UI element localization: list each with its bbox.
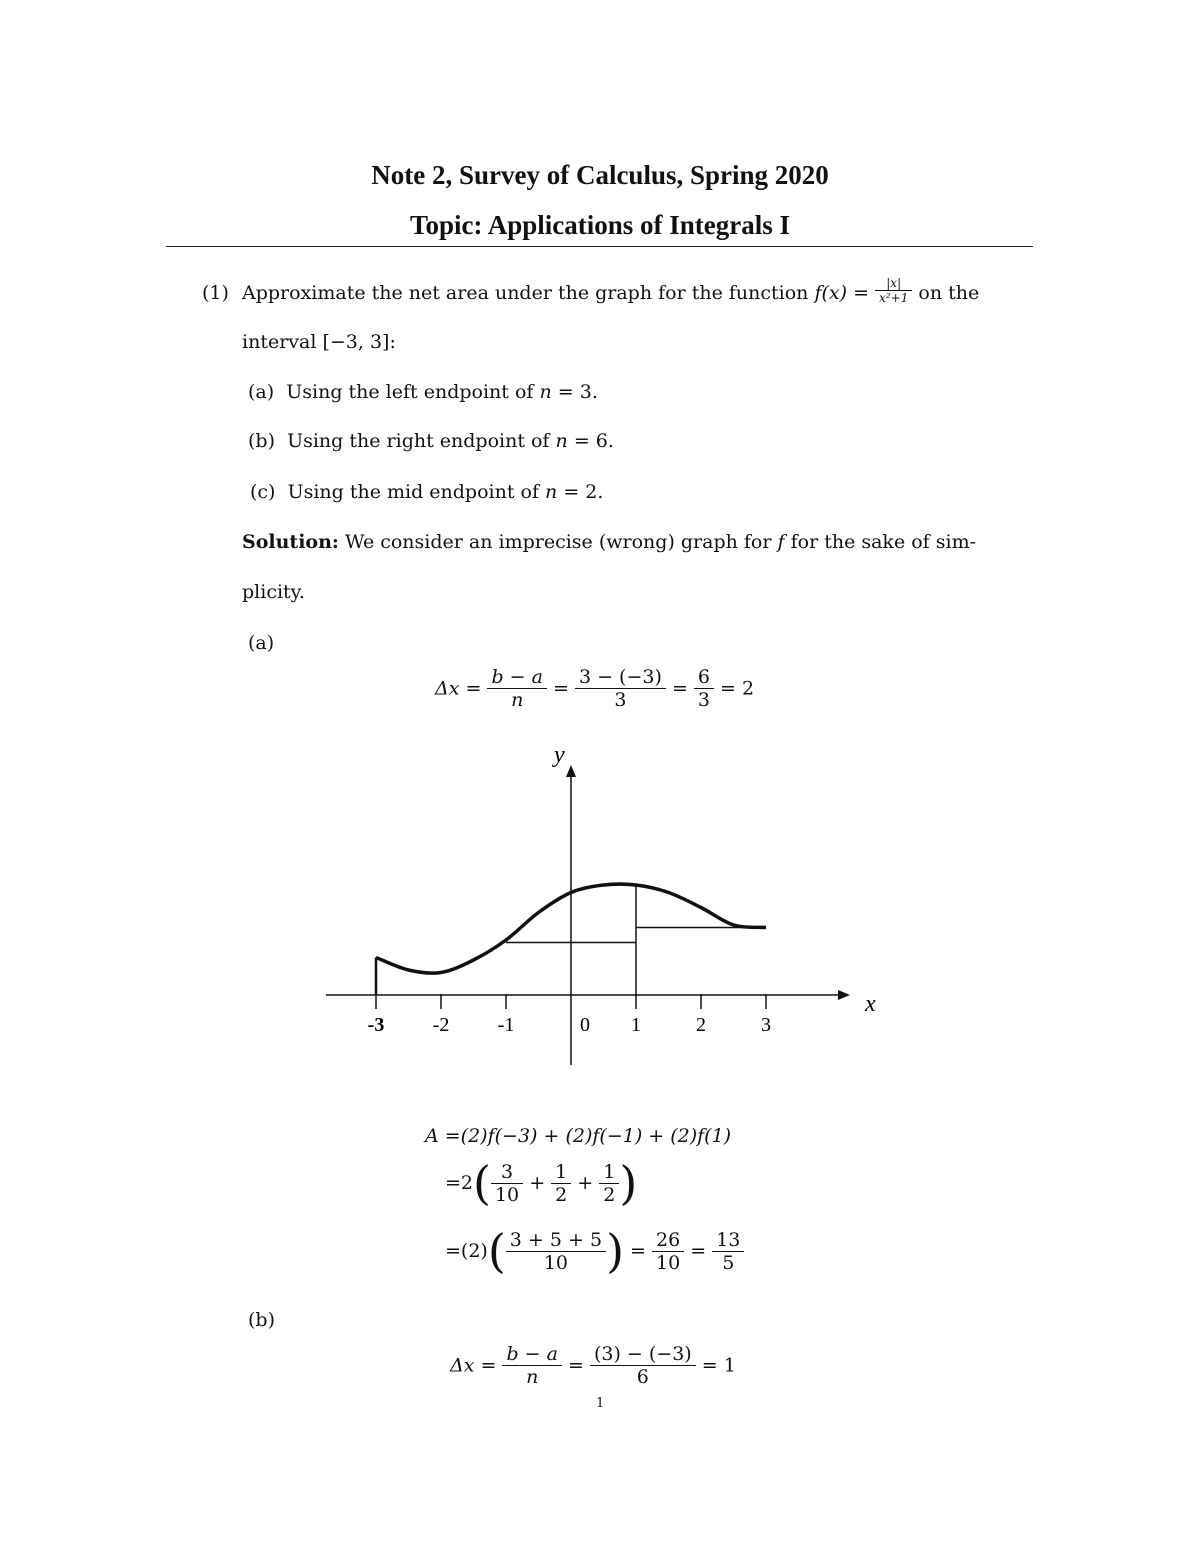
area-a-line-2-prefix: =2 xyxy=(445,1172,474,1194)
delta-x-a: Δx = $\frac{b - a}{n}$ = $\frac{3 - (-3)}{3}$ = $\frac{6}{3}$ = 2 xyxy=(435,666,755,711)
problem-interval: interval [−3, 3]: xyxy=(242,331,396,353)
frac-den: n xyxy=(487,688,547,711)
delta-x-a-result: = 2 xyxy=(720,677,755,700)
solution-text-1: We consider an imprecise (wrong) graph for xyxy=(344,531,772,553)
delta-x-a-lhs: Δx = xyxy=(435,677,482,700)
part-c-text: Using the mid endpoint of xyxy=(287,481,539,503)
frac-num: b − a xyxy=(506,1343,558,1365)
y-axis-arrow xyxy=(566,765,576,777)
delta-x-a-frac-1 xyxy=(487,666,547,711)
area-a-term-3 xyxy=(599,1161,619,1206)
part-a-item xyxy=(248,381,598,403)
x-tick-label: -1 xyxy=(497,1014,515,1036)
frac-den: 2 xyxy=(551,1183,571,1206)
frac-num: 3 − (−3) xyxy=(578,666,662,688)
area-a-term-2 xyxy=(551,1161,571,1206)
function-fraction xyxy=(875,276,912,305)
solution-line-2: plicity. xyxy=(242,581,305,603)
frac-den: n xyxy=(502,1365,562,1388)
frac-den: 10 xyxy=(652,1251,684,1274)
part-b-value: = 6. xyxy=(573,430,614,452)
riemann-graph xyxy=(300,735,900,1075)
delta-x-b-frac-2 xyxy=(590,1343,696,1388)
problem-number: (1) xyxy=(202,282,229,304)
problem-intro-tail: on the xyxy=(918,282,980,304)
x-axis-arrow xyxy=(838,990,850,1000)
solution-line-1 xyxy=(242,531,976,553)
area-a-line-1: A =(2)f(−3) + (2)f(−1) + (2)f(1) xyxy=(425,1125,732,1147)
solution-part-a-label: (a) xyxy=(248,632,275,654)
part-b-text: Using the right endpoint of xyxy=(287,430,550,452)
frac-den: 6 xyxy=(590,1365,696,1388)
x-axis-label: x xyxy=(865,991,876,1017)
solution-part-b-label: (b) xyxy=(248,1309,275,1331)
area-a-line-2: =2( $\frac{3}{10}$ + $\frac{1}{2}$ + $\frac{1}{2}$ ) xyxy=(445,1156,638,1210)
delta-x-b: Δx = $\frac{b - a}{n}$ = $\frac{(3) - (-3)}{6}$ = 1 xyxy=(450,1343,736,1388)
part-a-value: = 3. xyxy=(557,381,598,403)
x-tick-label: -3 xyxy=(367,1014,385,1036)
solution-text-1-tail: for the sake of sim- xyxy=(790,531,977,553)
part-a-label: (a) xyxy=(248,381,275,403)
frac-den: 10 xyxy=(506,1251,606,1274)
function-numerator: |x| xyxy=(886,275,902,290)
x-ticks xyxy=(368,994,771,1036)
area-a-line-3-prefix: =(2) xyxy=(445,1240,488,1262)
part-c-item xyxy=(250,481,603,503)
frac-num: 6 xyxy=(697,666,710,688)
frac-num: 1 xyxy=(555,1160,568,1183)
frac-num: 1 xyxy=(603,1160,616,1183)
frac-num: (3) − (−3) xyxy=(593,1343,692,1365)
x-tick-label: 1 xyxy=(631,1014,641,1036)
frac-num: 26 xyxy=(656,1228,681,1251)
function-denominator: x²+1 xyxy=(875,290,912,305)
y-axis-label: y xyxy=(554,742,565,768)
x-tick-label: -2 xyxy=(432,1014,450,1036)
part-b-var: n xyxy=(555,430,568,452)
delta-x-b-frac-1 xyxy=(502,1343,562,1388)
delta-x-b-lhs: Δx = xyxy=(450,1354,497,1377)
area-a-line-3-frac-2 xyxy=(652,1229,684,1274)
problem-intro-text: Approximate the net area under the graph for the function xyxy=(242,282,809,304)
part-b-label: (b) xyxy=(248,430,275,452)
part-a-text: Using the left endpoint of xyxy=(286,381,534,403)
x-tick-label: 0 xyxy=(580,1014,590,1036)
frac-den: 3 xyxy=(694,688,714,711)
part-c-label: (c) xyxy=(250,481,276,503)
page-title: Note 2, Survey of Calculus, Spring 2020 xyxy=(371,160,829,190)
function-lhs: f(x) = xyxy=(814,282,870,304)
topic-heading: Topic: Applications of Integrals I xyxy=(409,210,791,240)
delta-x-a-frac-3 xyxy=(694,666,714,711)
frac-den: 2 xyxy=(599,1183,619,1206)
area-a-line-3-frac-1 xyxy=(506,1229,606,1274)
page-number: 1 xyxy=(596,1396,605,1411)
area-a-line-3: =(2)( $\frac{3 + 5 + 5}{10}$ ) = $\frac{26}{10}$ = $\frac{13}{5}$ xyxy=(445,1228,744,1274)
frac-num: 3 + 5 + 5 xyxy=(509,1228,603,1251)
part-c-value: = 2. xyxy=(563,481,604,503)
frac-den: 10 xyxy=(491,1183,523,1206)
frac-den: 3 xyxy=(575,688,666,711)
delta-x-a-frac-2 xyxy=(575,666,666,711)
part-c-var: n xyxy=(545,481,558,503)
delta-x-b-result: = 1 xyxy=(701,1354,736,1377)
solution-var: f xyxy=(777,531,785,553)
problem-intro xyxy=(242,275,980,305)
frac-den: 5 xyxy=(712,1251,744,1274)
part-b-item xyxy=(248,430,614,452)
title-rule xyxy=(166,246,1033,247)
frac-num: 13 xyxy=(716,1228,741,1251)
area-a-line-3-frac-3 xyxy=(712,1229,744,1274)
x-tick-label: 3 xyxy=(761,1014,771,1036)
frac-num: b − a xyxy=(491,666,543,688)
solution-label: Solution: xyxy=(242,531,339,553)
part-a-var: n xyxy=(539,381,552,403)
x-tick-label: 2 xyxy=(696,1014,706,1036)
frac-num: 3 xyxy=(501,1160,514,1183)
area-a-term-1 xyxy=(491,1161,523,1206)
